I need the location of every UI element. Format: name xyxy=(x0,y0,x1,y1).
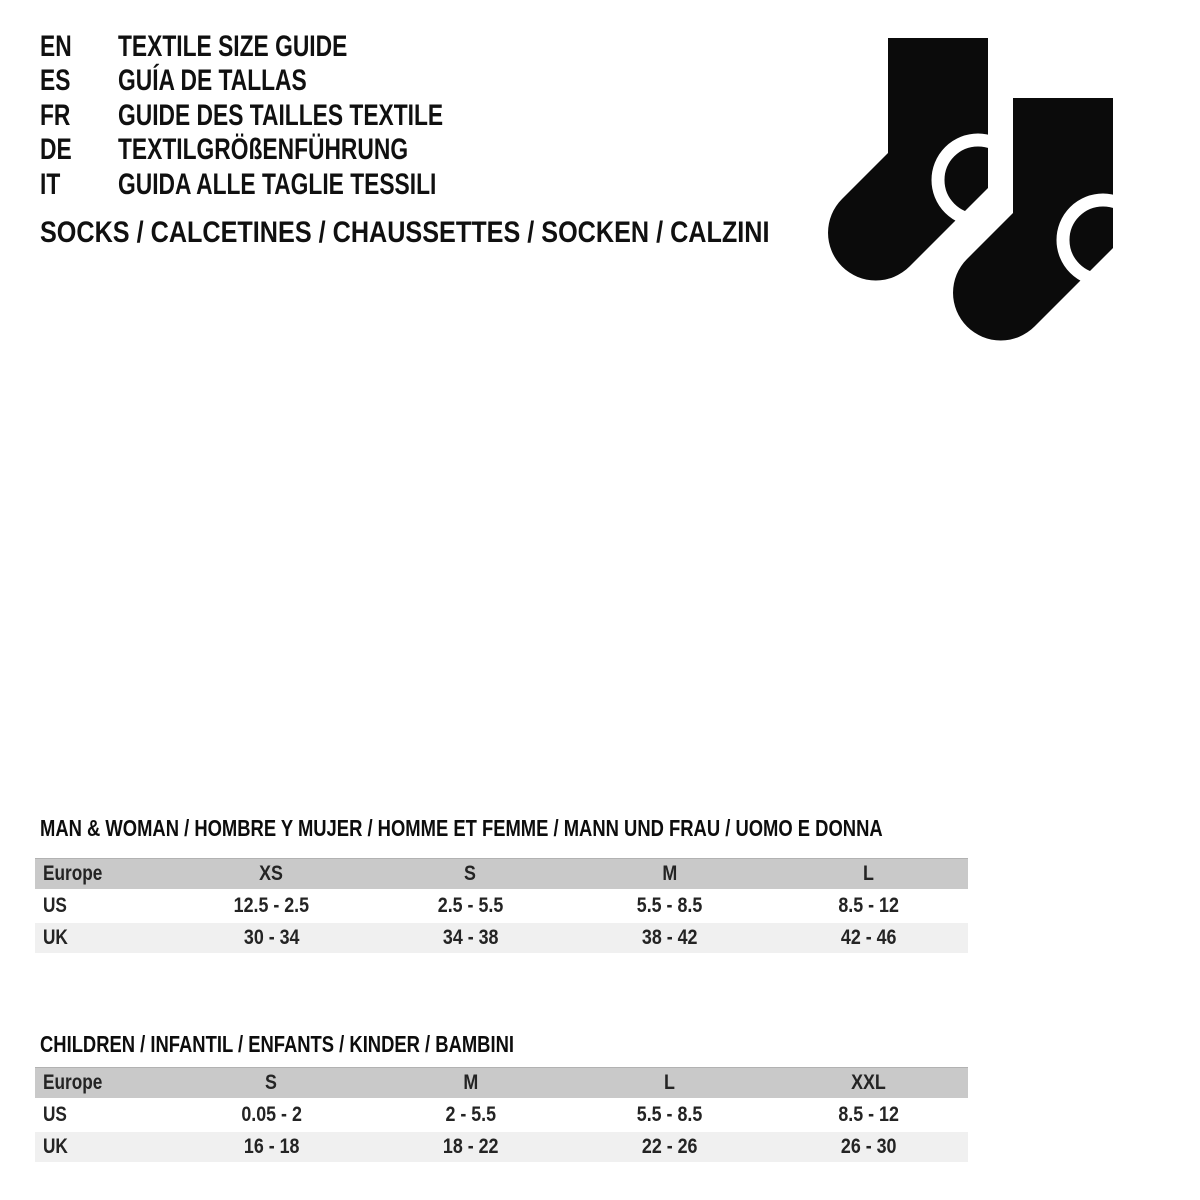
column-header-s xyxy=(172,1068,371,1098)
column-header-m xyxy=(570,859,769,889)
socks-icon xyxy=(820,30,1130,350)
header-label: S xyxy=(464,862,477,885)
row-label: US xyxy=(43,1103,67,1126)
language-code: DE xyxy=(40,133,72,166)
header-label: L xyxy=(863,862,874,885)
size-value: 12.5 - 2.5 xyxy=(233,894,310,917)
language-title: GUIDA ALLE TAGLIE TESSILI xyxy=(118,168,437,201)
language-code: ES xyxy=(40,64,71,97)
row-label-cell xyxy=(35,891,172,921)
column-header-l xyxy=(769,859,968,889)
size-value: 18 - 22 xyxy=(442,1135,499,1158)
header-label: Europe xyxy=(43,862,103,885)
size-cell xyxy=(172,891,371,921)
header-label: XS xyxy=(259,862,284,885)
language-code: EN xyxy=(40,30,72,63)
size-cell xyxy=(172,923,371,953)
size-cell xyxy=(769,891,968,921)
size-table-children xyxy=(35,1067,968,1164)
size-value: 34 - 38 xyxy=(442,926,499,949)
column-header-region xyxy=(35,1068,172,1098)
column-header-m xyxy=(371,1068,570,1098)
header-label: M xyxy=(463,1071,478,1094)
table-header-row xyxy=(35,858,968,889)
size-cell xyxy=(769,1100,968,1130)
size-value: 26 - 30 xyxy=(840,1135,897,1158)
size-cell xyxy=(769,1132,968,1162)
size-value: 5.5 - 8.5 xyxy=(636,1103,703,1126)
language-row-es xyxy=(0,64,700,98)
row-label: US xyxy=(43,894,67,917)
table-row-us xyxy=(35,1100,968,1130)
row-label-cell xyxy=(35,923,172,953)
size-cell xyxy=(570,891,769,921)
header-label: L xyxy=(664,1071,675,1094)
row-label-cell xyxy=(35,1132,172,1162)
size-cell xyxy=(172,1132,371,1162)
size-cell xyxy=(172,1100,371,1130)
header-label: Europe xyxy=(43,1071,103,1094)
size-cell xyxy=(371,923,570,953)
column-header-s xyxy=(371,859,570,889)
header-label: M xyxy=(662,862,677,885)
language-row-en xyxy=(0,30,700,64)
size-value: 8.5 - 12 xyxy=(838,1103,899,1126)
size-value: 38 - 42 xyxy=(641,926,698,949)
language-code: FR xyxy=(40,99,71,132)
language-row-de xyxy=(0,133,700,167)
language-row-fr xyxy=(0,99,700,133)
column-header-region xyxy=(35,859,172,889)
category-line xyxy=(40,216,908,250)
size-value: 0.05 - 2 xyxy=(241,1103,302,1126)
size-cell xyxy=(371,1100,570,1130)
section-title-text: MAN & WOMAN / HOMBRE Y MUJER / HOMME ET FEMME / MANN UND FRAU / UOMO E DONNA xyxy=(40,815,883,841)
row-label: UK xyxy=(43,926,68,949)
section-title-children xyxy=(40,1030,632,1058)
size-value: 30 - 34 xyxy=(243,926,300,949)
size-value: 2.5 - 5.5 xyxy=(437,894,504,917)
category-text: SOCKS / CALCETINES / CHAUSSETTES / SOCKEN / CALZINI xyxy=(40,216,770,249)
language-code: IT xyxy=(40,168,61,201)
size-cell xyxy=(769,923,968,953)
column-header-xs xyxy=(172,859,371,889)
size-cell xyxy=(570,1100,769,1130)
table-header-row xyxy=(35,1067,968,1098)
size-value: 16 - 18 xyxy=(243,1135,300,1158)
header-label: S xyxy=(265,1071,278,1094)
language-title: TEXTILGRÖßENFÜHRUNG xyxy=(118,133,409,166)
column-header-xxl xyxy=(769,1068,968,1098)
size-value: 5.5 - 8.5 xyxy=(636,894,703,917)
size-value: 8.5 - 12 xyxy=(838,894,899,917)
language-title: TEXTILE SIZE GUIDE xyxy=(118,30,348,63)
size-cell xyxy=(371,891,570,921)
row-label-cell xyxy=(35,1100,172,1130)
section-title-adults xyxy=(40,814,1093,842)
row-label: UK xyxy=(43,1135,68,1158)
header-label: XXL xyxy=(851,1071,886,1094)
size-cell xyxy=(371,1132,570,1162)
table-row-uk xyxy=(35,1132,968,1162)
table-row-uk xyxy=(35,923,968,953)
size-cell xyxy=(570,923,769,953)
language-title: GUIDE DES TAILLES TEXTILE xyxy=(118,99,444,132)
language-row-it xyxy=(0,168,700,202)
language-title: GUÍA DE TALLAS xyxy=(118,64,307,97)
size-value: 22 - 26 xyxy=(641,1135,698,1158)
section-title-text: CHILDREN / INFANTIL / ENFANTS / KINDER / BAMBINI xyxy=(40,1031,514,1057)
size-value: 42 - 46 xyxy=(840,926,897,949)
size-value: 2 - 5.5 xyxy=(445,1103,496,1126)
size-cell xyxy=(570,1132,769,1162)
column-header-l xyxy=(570,1068,769,1098)
table-row-us xyxy=(35,891,968,921)
size-table-adults xyxy=(35,858,968,955)
